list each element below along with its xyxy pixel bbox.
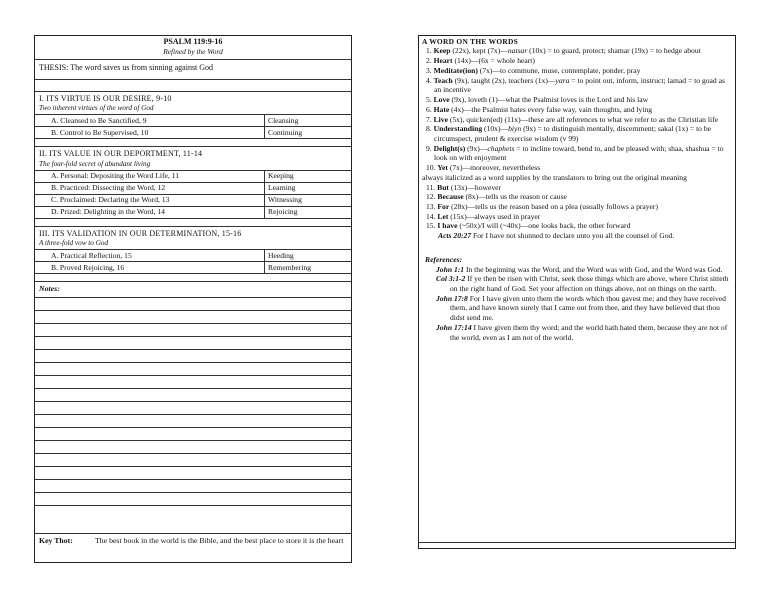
list-item: 14. Let (15x)—always used in prayer: [426, 211, 541, 221]
note-line: [35, 427, 351, 440]
key-thought-label: Key Thot:: [39, 536, 73, 545]
section-subheading: A three-fold vow to God: [39, 239, 109, 248]
section-heading: I. ITS VIRTUE IS OUR DESIRE, 9-10: [39, 93, 172, 103]
point-label: B. Practiced: Dissecting the Word, 12: [35, 182, 265, 194]
list-item: Col 3:1-2 If ye then be risen with Christ, seek those things which are above, where Christ sitteth on the right hand of God. Set your affection on things above, not on things on the earth.: [436, 274, 729, 293]
table-row: [35, 115, 351, 127]
list-item: John 1:1 In the beginning was the Word, and the Word was with God, and the Word was God.: [436, 264, 723, 274]
note-line: [35, 414, 351, 427]
point-label: C. Proclaimed: Declaring the Word, 13: [35, 194, 265, 206]
point-label: A. Cleansed to Be Sanctified, 9: [35, 115, 265, 127]
note-line: [35, 375, 351, 388]
point-keyword: Continuing: [265, 127, 352, 139]
section-1: [35, 92, 351, 138]
note-line: [35, 466, 351, 479]
section-subheading: The four-fold secret of abundant living: [39, 159, 151, 168]
point-keyword: Heeding: [265, 250, 352, 262]
point-keyword: Witnessing: [265, 194, 352, 206]
table-row: [35, 182, 351, 194]
list-item: 11. But (13x)—however: [426, 182, 502, 192]
note-line: [35, 310, 351, 323]
section-3: [35, 227, 351, 273]
list-item: 10. Yet (7x)—moreover, nevertheless: [426, 163, 541, 173]
references-list: [422, 265, 732, 343]
point-keyword: Keeping: [265, 170, 352, 182]
word-study-panel: [418, 35, 736, 549]
list-item: 6. Hate (4x)—the Psalmist hates every false way, vain thoughts, and lying: [426, 104, 653, 114]
word-list: [419, 46, 735, 342]
note-line: [35, 362, 351, 375]
list-item: 15. I have (~50x)/I will (~40x)—one looks back, the other forward: [426, 221, 631, 231]
key-thought: [35, 533, 351, 562]
key-thought-text: The best book in the world is the Bible, and the best place to store it is the heart: [95, 536, 344, 545]
table-row: [35, 127, 351, 139]
section-heading: III. ITS VALIDATION IN OUR DETERMINATION, 15-16: [39, 228, 242, 238]
list-item: John 17:14 I have given them thy word; and the world hath hated them, because they are not of the world, even as I am not of the world.: [436, 322, 728, 342]
table-row: [35, 206, 351, 218]
points-table: [35, 170, 351, 218]
table-row: [35, 170, 351, 182]
references-label: References:: [425, 254, 463, 264]
bottom-rule: [419, 542, 735, 543]
list-item: 7. Live (5x), quicken(ed) (11x)—these are all references to what we refer to as the Christian life: [426, 114, 718, 124]
list-item: John 17:8 For I have given unto them the words which thou gavest me; and they have received them, and have known surely that I came out from thee, and they have believed that thou didst send me.: [436, 293, 726, 323]
note-line: [35, 401, 351, 414]
acts-quote: Acts 20:27 For I have not shunned to declare unto you all the counsel of God.: [438, 231, 675, 241]
points-table: [35, 114, 351, 138]
section-subheading: Two inherent virtues of the word of God: [39, 104, 154, 113]
notes-lines: [35, 297, 351, 518]
point-label: B. Proved Rejoicing, 16: [35, 262, 265, 274]
note-line: [35, 388, 351, 401]
list-item: 1. Keep (22x), kept (7x)—natsar (10x) = to guard, protect; shamar (19x) = to hedge about: [426, 46, 701, 56]
list-item: 2. Heart (14x)—(6x = whole heart): [426, 56, 535, 66]
thesis: THESIS: The word saves us from sinning against God: [39, 62, 214, 72]
note-line: [35, 336, 351, 349]
list-item: 4. Teach (9x), taught (2x), teachers (1x)—yara = to point out, inform, instruct; lamad = to goad as an incentive: [426, 75, 725, 95]
points-table: [35, 249, 351, 273]
note-line: [35, 440, 351, 453]
section-2: [35, 147, 351, 217]
point-label: A. Practical Reflection, 15: [35, 250, 265, 262]
list-item: 8. Understanding (10x)—biyn (9x) = to distinguish mentally, discernment; sakal (1x) = to be circumspect, prudent & exercise wisdom (v 99): [426, 124, 712, 143]
point-label: A. Personal: Depositing the Word Life, 11: [35, 170, 265, 182]
point-label: D. Prized: Delighting in the Word, 14: [35, 206, 265, 218]
table-row: [35, 262, 351, 274]
note-line: [35, 453, 351, 466]
outline-panel: [34, 35, 352, 563]
outline-title: PSALM 119:9-16: [163, 37, 223, 46]
list-item: 5. Love (9x), loveth (1)—what the Psalmist loves is the Lord and his law: [426, 95, 649, 105]
note-line: [35, 492, 351, 505]
section-heading: II. ITS VALUE IN OUR DEPORTMENT, 11-14: [39, 149, 203, 159]
list-item: 12. Because (8x)—tells us the reason or cause: [426, 192, 567, 202]
point-keyword: Rejoicing: [265, 206, 352, 218]
point-label: B. Control to Be Supervised, 10: [35, 127, 265, 139]
note-line: [35, 479, 351, 492]
note-line: [35, 349, 351, 362]
table-row: [35, 194, 351, 206]
point-keyword: Learning: [265, 182, 352, 194]
note-line: [35, 297, 351, 310]
point-keyword: Cleansing: [265, 115, 352, 127]
word-study-heading: A WORD ON THE WORDS: [422, 37, 519, 46]
note-line: [35, 323, 351, 336]
italic-note: always italicized as a word supplies by the translators to bring out the original meaning: [422, 172, 687, 182]
list-item: 9. Delight(s) (9x)—chaphets = to incline toward, bend to, and be pleased with; shaa, shashua = to look on with enjoyment: [426, 143, 724, 163]
table-row: [35, 250, 351, 262]
outline-subtitle: Refined by the Word: [163, 47, 223, 57]
list-item: 13. For (28x)—tells us the reason based on a plea (usually follows a prayer): [426, 201, 658, 211]
notes-label: Notes:: [39, 284, 60, 294]
point-keyword: Remembering: [265, 262, 352, 274]
list-item: 3. Meditate(ion) (7x)—to commune, muse, contemplate, ponder, pray: [426, 65, 641, 75]
note-line: [35, 505, 351, 518]
